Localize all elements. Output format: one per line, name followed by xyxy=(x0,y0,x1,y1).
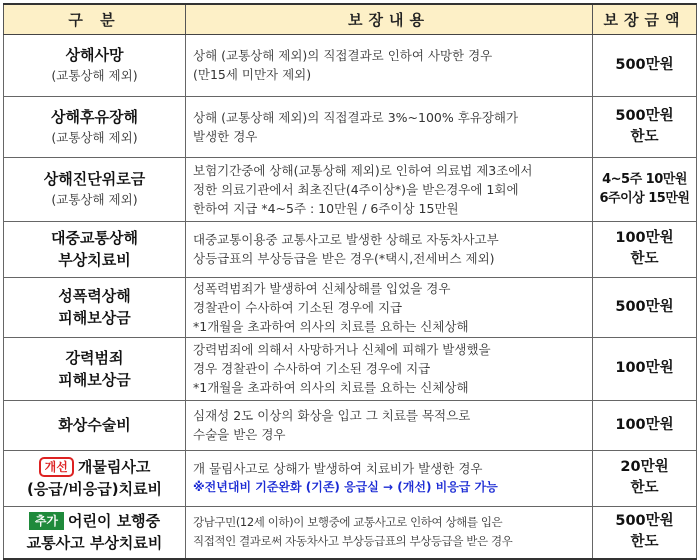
coverage-cell xyxy=(186,450,593,506)
amount-value: 500만원 xyxy=(615,56,674,73)
amount-value: 100만원 xyxy=(615,416,674,433)
category-title-line2: 부상치료비 xyxy=(58,251,131,269)
category-title: 어린이 보행중 xyxy=(68,512,161,531)
coverage-line: 심재성 2도 이상의 화상을 입고 그 치료를 목적으로 xyxy=(193,408,471,423)
table-row xyxy=(4,221,697,277)
coverage-line: 경찰관이 수사하여 기소된 경우에 지급 xyxy=(193,299,403,315)
amount-limit: 한도 xyxy=(630,534,659,551)
coverage-cell xyxy=(186,96,593,157)
category-title: 상해후유장해 xyxy=(51,107,138,126)
improved-badge: 개선 xyxy=(39,457,74,477)
category-title-line2: 피해보상금 xyxy=(58,309,131,327)
category-title-row xyxy=(4,456,185,478)
coverage-cell xyxy=(186,34,593,96)
coverage-cell xyxy=(186,337,593,400)
coverage-line: 대중교통이용중 교통사고로 발생한 상해로 자동차사고부 xyxy=(193,232,499,247)
category-title-line2: 교통사고 부상치료비 xyxy=(26,534,163,553)
coverage-line: 수술을 받은 경우 xyxy=(193,427,286,442)
coverage-line: *1개월을 초과하여 의사의 치료를 요하는 신체상해 xyxy=(193,318,469,334)
amount-cell xyxy=(593,157,697,221)
table-row xyxy=(4,157,697,221)
coverage-line: 보험기간중에 상해(교통상해 제외)로 인하여 의료법 제3조에서 xyxy=(193,162,533,178)
table-row xyxy=(4,34,697,96)
category-title-row xyxy=(4,510,185,532)
category-cell xyxy=(4,337,186,400)
amount-cell xyxy=(593,400,697,450)
coverage-line: 강남구민(12세 이하)이 보행중에 교통사고로 인하여 상해를 입은 xyxy=(193,515,503,530)
amount-cell xyxy=(593,337,697,400)
category-title: 강력범죄 xyxy=(65,348,124,367)
category-title-line2: (응급/비응급)치료비 xyxy=(26,480,163,498)
added-badge: 추가 xyxy=(29,512,64,530)
coverage-line: 경우 경찰관이 수사하여 기소된 경우에 지급 xyxy=(193,361,431,376)
coverage-line: 개 물림사고로 상해가 발생하여 치료비가 발생한 경우 xyxy=(193,461,483,476)
header-amount: 보장금액 xyxy=(593,4,697,34)
coverage-cell xyxy=(186,221,593,277)
amount-value: 20만원 xyxy=(620,459,669,475)
category-subtitle: (교통상해 제외) xyxy=(51,129,138,145)
coverage-line: 성폭력범죄가 발생하여 신체상해를 입었을 경우 xyxy=(193,280,451,296)
amount-cell xyxy=(593,450,697,506)
coverage-line: 강력범죄에 의해서 사망하거나 신체에 피해가 발생했을 xyxy=(193,342,491,357)
coverage-line: 직접적인 결과로써 자동차사고 부상등급표의 부상등급을 받은 경우 xyxy=(193,534,513,549)
category-subtitle: (교통상해 제외) xyxy=(51,192,138,207)
coverage-line: 상해 (교통상해 제외)의 직접결과로 3%~100% 후유장해가 xyxy=(193,109,519,125)
category-cell xyxy=(4,221,186,277)
amount-cell xyxy=(593,96,697,157)
table-row xyxy=(4,337,697,400)
coverage-cell xyxy=(186,400,593,450)
category-cell xyxy=(4,450,186,506)
amount-limit: 한도 xyxy=(630,251,659,267)
coverage-line: 상등급표의 부상등급을 받은 경우(*택시,전세버스 제외) xyxy=(193,251,495,266)
category-title: 화상수술비 xyxy=(58,416,131,434)
category-title-line2: 피해보상금 xyxy=(58,370,131,389)
category-title: 성폭력상해 xyxy=(58,287,131,305)
category-title: 상해진단위로금 xyxy=(43,170,146,188)
amount-value: 500만원 xyxy=(615,107,674,124)
highlight-note: ※전년대비 기준완화 (기존) 응급실 → (개선) 비응급 가능 xyxy=(193,480,498,494)
amount-cell xyxy=(593,34,697,96)
category-cell xyxy=(4,506,186,559)
amount-limit: 한도 xyxy=(630,480,659,496)
coverage-line: 상해 (교통상해 제외)의 직접결과로 인하여 사망한 경우 xyxy=(193,48,493,63)
coverage-line: 발생한 경우 xyxy=(193,128,258,144)
table-row xyxy=(4,96,697,157)
coverage-cell xyxy=(186,277,593,337)
coverage-line: (만15세 미만자 제외) xyxy=(193,67,312,82)
category-title: 상해사망 xyxy=(65,46,124,64)
category-subtitle: (교통상해 제외) xyxy=(51,68,138,83)
amount-value: 6주이상 15만원 xyxy=(599,191,690,206)
category-title: 개물림사고 xyxy=(77,458,151,476)
amount-value: 100만원 xyxy=(615,230,674,246)
category-cell xyxy=(4,34,186,96)
category-cell xyxy=(4,157,186,221)
amount-value: 500만원 xyxy=(615,513,674,530)
amount-value: 500만원 xyxy=(615,298,674,315)
coverage-cell xyxy=(186,157,593,221)
amount-cell xyxy=(593,221,697,277)
table-row xyxy=(4,450,697,506)
header-coverage: 보장내용 xyxy=(186,4,593,34)
amount-value: 4~5주 10만원 xyxy=(602,172,687,187)
category-cell xyxy=(4,96,186,157)
coverage-line: 정한 의료기관에서 최초진단(4주이상*)을 받은경우에 1회에 xyxy=(193,181,519,197)
table-row xyxy=(4,400,697,450)
header-category: 구 분 xyxy=(4,4,186,34)
amount-limit: 한도 xyxy=(630,128,659,145)
coverage-cell xyxy=(186,506,593,559)
coverage-line: 한하여 지급 *4~5주 : 10만원 / 6주이상 15만원 xyxy=(193,200,459,216)
table-row xyxy=(4,277,697,337)
amount-cell xyxy=(593,506,697,559)
category-title: 대중교통상해 xyxy=(51,229,138,247)
category-cell xyxy=(4,277,186,337)
coverage-line: *1개월을 초과하여 의사의 치료를 요하는 신체상해 xyxy=(193,380,469,395)
table-row xyxy=(4,506,697,559)
amount-cell xyxy=(593,277,697,337)
category-cell xyxy=(4,400,186,450)
amount-value: 100만원 xyxy=(615,360,674,376)
coverage-table xyxy=(3,3,697,560)
